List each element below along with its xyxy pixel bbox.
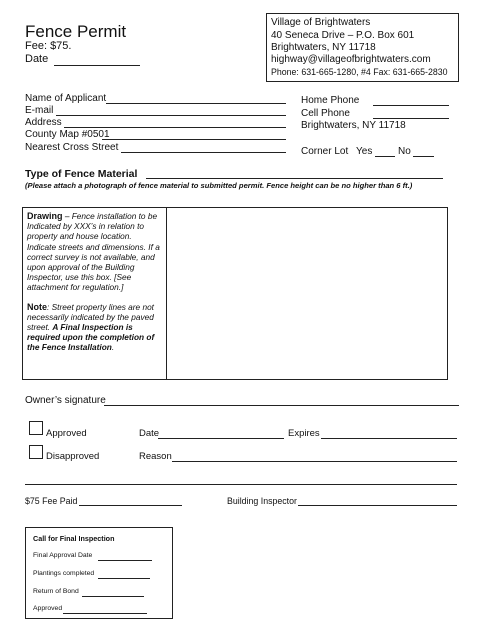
note-heading: Note xyxy=(27,301,47,312)
cross-street-field[interactable] xyxy=(121,152,286,153)
final-inspection-title: Call for Final Inspection xyxy=(33,534,115,543)
expires-label: Expires xyxy=(288,428,320,439)
corner-lot-no-field[interactable] xyxy=(413,156,434,157)
owner-signature-label: Owner’s signature xyxy=(25,395,106,406)
note-text: : Street property lines are not necessarily indicated by the paved street. xyxy=(27,301,154,333)
reason-field[interactable] xyxy=(172,461,457,462)
address-label: Address xyxy=(25,117,62,128)
village-phone: Phone: 631-665-1280, #4 Fax: 631-665-2830 xyxy=(271,67,448,77)
approval-date-label: Date xyxy=(139,428,160,439)
drawing-text: – Fence installation to be Indicated by XXX’s in relation to property and house location. Indicate streets and dimensions. If a correct survey is not available, and upon approval of the Building Inspector, use this box. [See attachment for regulation.] xyxy=(27,211,160,293)
fence-material-note: (Please attach a photograph of fence material to submitted permit. Fence height can be no higher than 6 ft.) xyxy=(25,181,413,190)
name-of-applicant-label: Name of Applicant xyxy=(25,93,107,104)
expires-field[interactable] xyxy=(321,438,457,439)
note-bold-text: A Final Inspection is required upon the completion of the Fence Installation xyxy=(27,322,155,353)
village-email: highway@villageofbrightwaters.com xyxy=(271,54,431,65)
final-approved-field[interactable] xyxy=(63,613,147,614)
final-approval-date-field[interactable] xyxy=(98,560,152,561)
reason-label: Reason xyxy=(139,451,172,462)
village-address-box xyxy=(266,13,459,82)
approved-checkbox[interactable] xyxy=(29,421,43,435)
final-approved-label: Approved xyxy=(33,605,63,612)
email-label: E-mail xyxy=(25,105,54,116)
county-map-label: County Map #0501 xyxy=(25,129,110,140)
cell-phone-label: Cell Phone xyxy=(301,108,350,119)
name-of-applicant-field[interactable] xyxy=(106,103,286,104)
plantings-completed-field[interactable] xyxy=(98,578,150,579)
final-inspection-box xyxy=(25,527,173,619)
fee-text: Fee: $75. xyxy=(25,40,72,52)
village-city: Brightwaters, NY 11718 xyxy=(271,42,376,53)
return-of-bond-field[interactable] xyxy=(82,596,144,597)
cell-phone-field[interactable] xyxy=(373,118,449,119)
approval-date-field[interactable] xyxy=(158,438,284,439)
address-field[interactable] xyxy=(64,127,286,128)
fee-paid-field[interactable] xyxy=(79,505,182,506)
corner-lot-no-label: No xyxy=(398,146,411,157)
corner-lot-label: Corner Lot xyxy=(301,146,349,157)
date-field[interactable] xyxy=(54,65,140,66)
form-title: Fence Permit xyxy=(25,22,127,41)
home-phone-field[interactable] xyxy=(373,105,449,106)
note-end: . xyxy=(111,342,115,353)
return-of-bond-label: Return of Bond xyxy=(33,588,79,595)
disapproved-checkbox[interactable] xyxy=(29,445,43,459)
building-inspector-label: Building Inspector xyxy=(227,496,297,506)
approved-label: Approved xyxy=(46,428,87,439)
corner-lot-yes-field[interactable] xyxy=(375,156,395,157)
building-inspector-field[interactable] xyxy=(298,505,457,506)
fence-material-label: Type of Fence Material xyxy=(25,168,138,180)
city-text: Brightwaters, NY 11718 xyxy=(301,120,406,131)
fence-material-field[interactable] xyxy=(146,178,443,179)
home-phone-label: Home Phone xyxy=(301,95,360,106)
plantings-completed-label: Plantings completed xyxy=(33,570,95,577)
owner-signature-field[interactable] xyxy=(104,405,459,406)
corner-lot-yes-label: Yes xyxy=(356,146,373,157)
disapproved-label: Disapproved xyxy=(46,451,100,462)
email-field[interactable] xyxy=(56,115,286,116)
divider-line xyxy=(25,484,457,485)
drawing-heading: Drawing xyxy=(27,211,63,221)
date-label: Date xyxy=(25,53,49,65)
village-street: 40 Seneca Drive – P.O. Box 601 xyxy=(271,30,415,41)
cross-street-label: Nearest Cross Street xyxy=(25,142,119,153)
fee-paid-label: $75 Fee Paid xyxy=(25,496,78,506)
final-approval-date-label: Final Approval Date xyxy=(33,552,93,559)
county-map-field[interactable] xyxy=(102,139,286,140)
village-name: Village of Brightwaters xyxy=(271,17,371,28)
drawing-instructions xyxy=(27,211,161,353)
